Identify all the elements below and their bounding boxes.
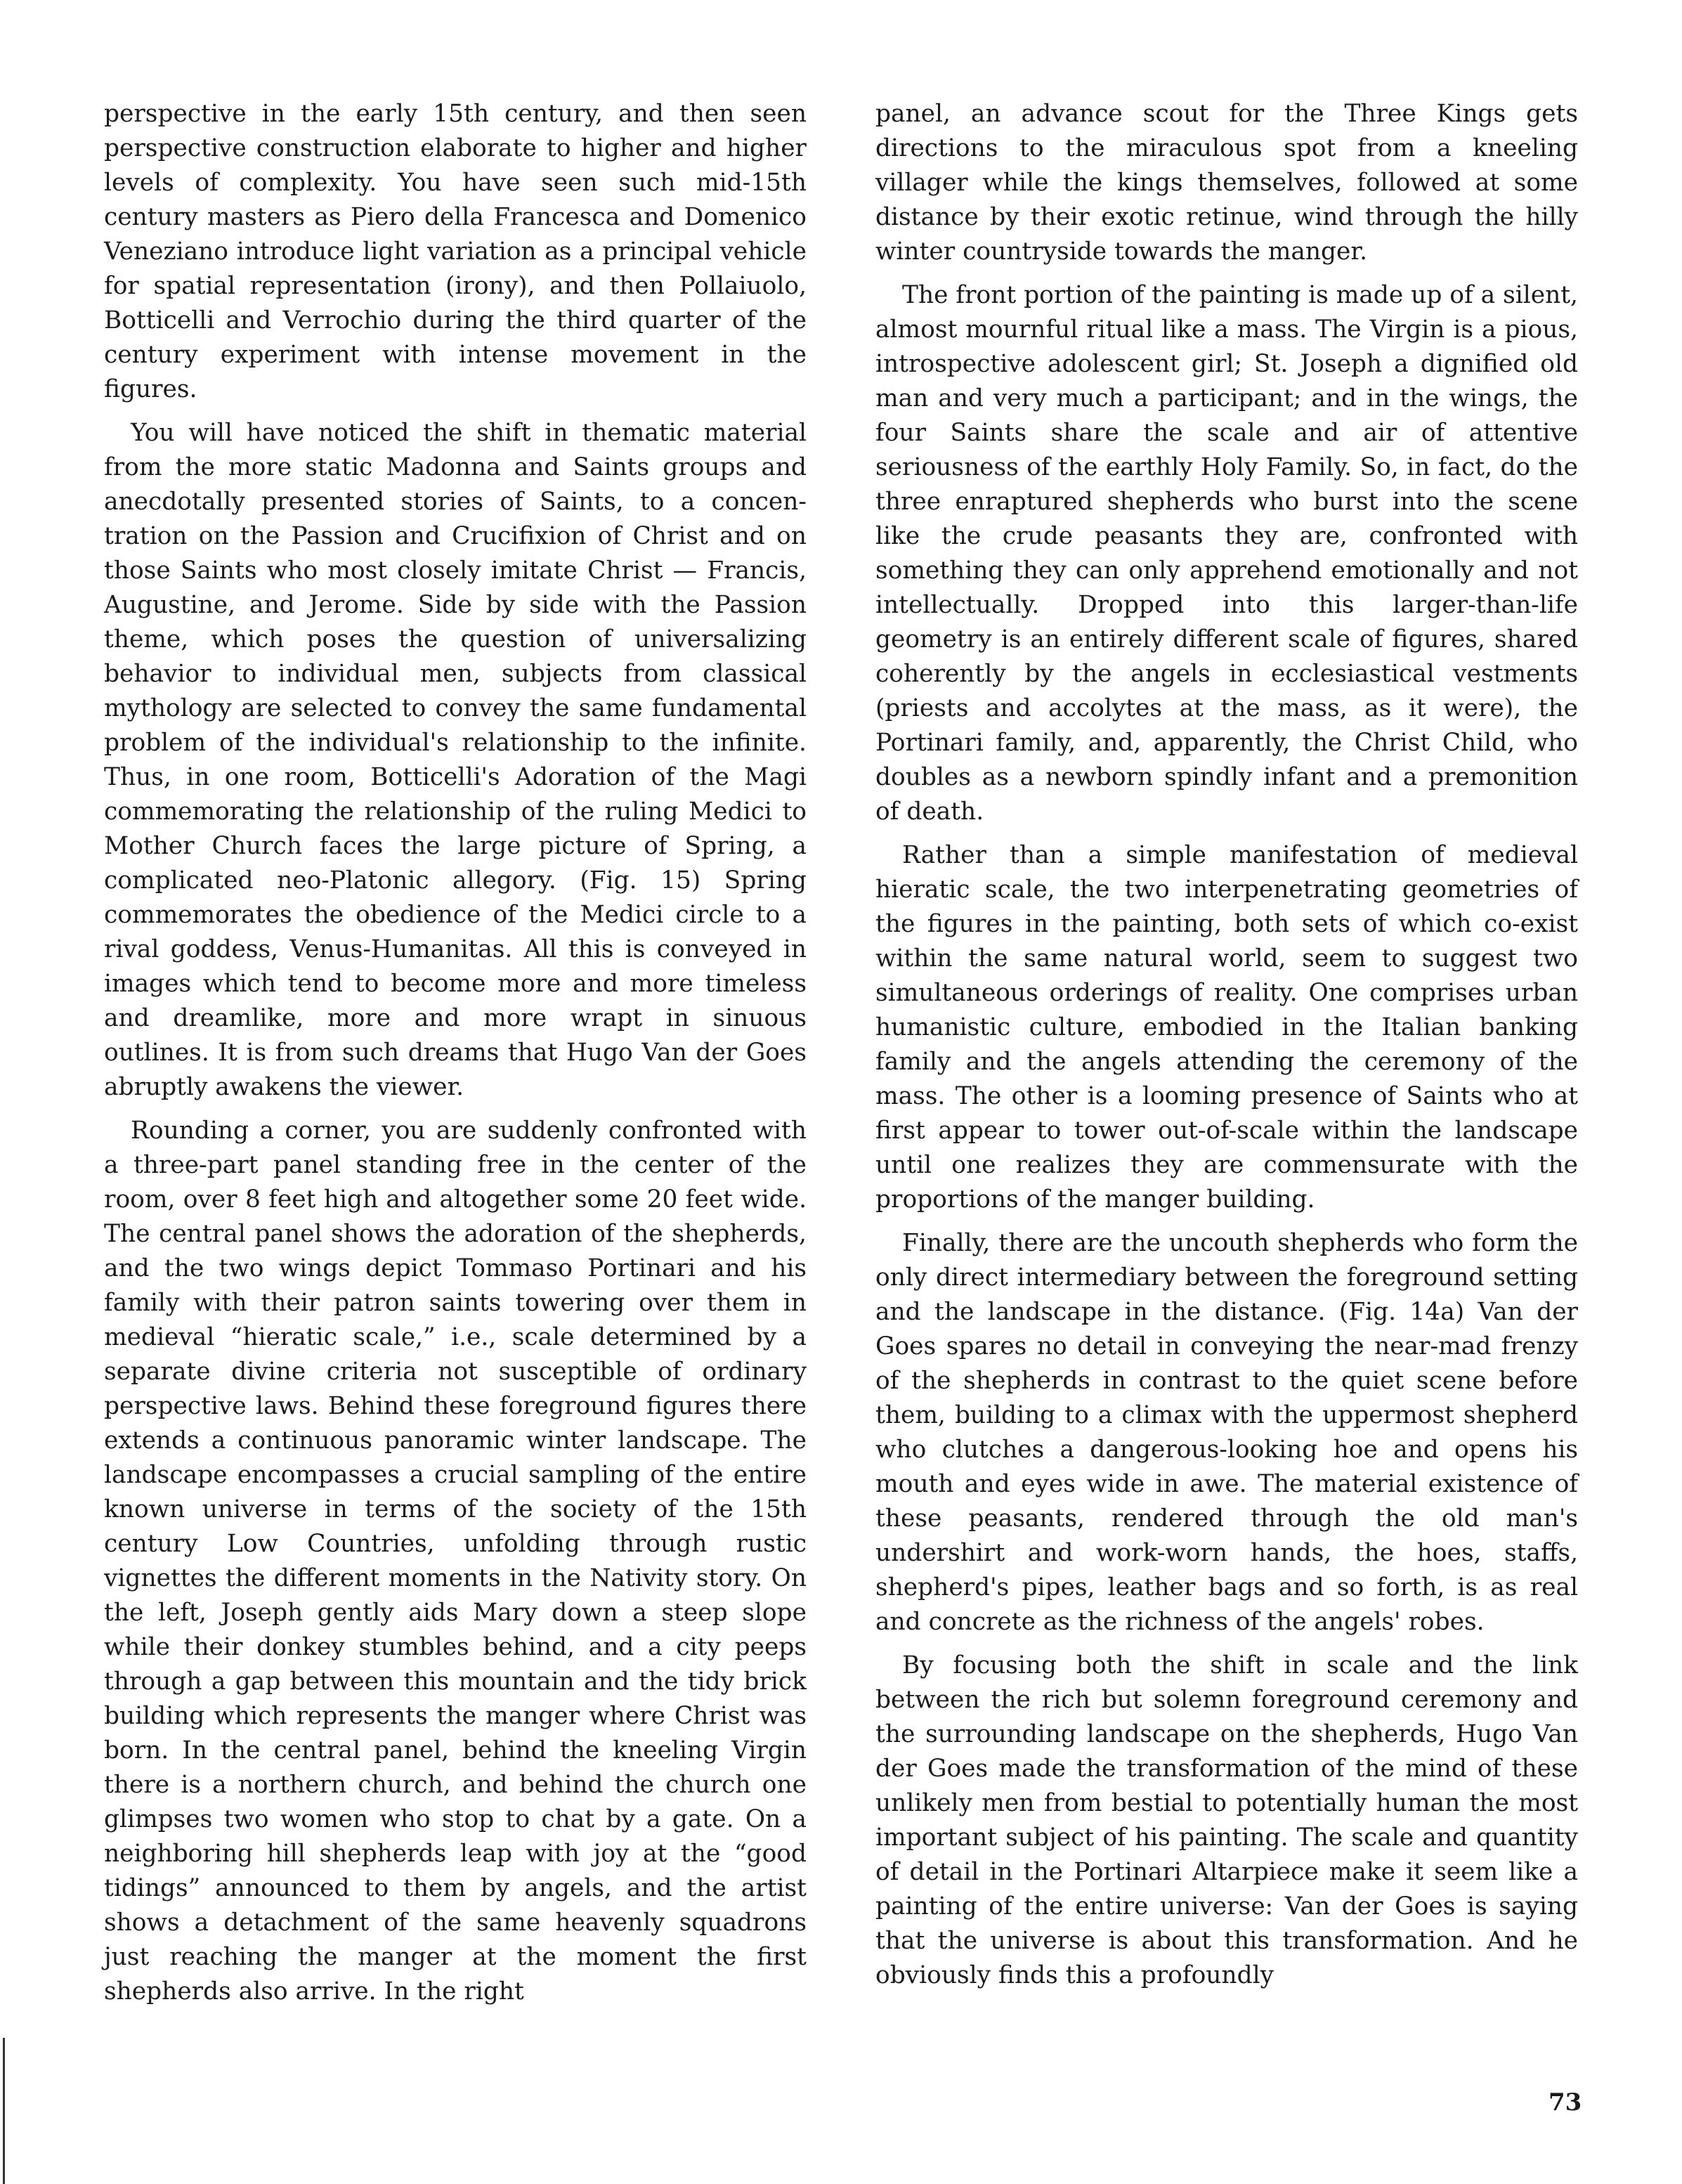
paragraph: The front portion of the painting is made up of a silent, almost mournful ritual like a mass. The Virgin is a pious, introspective adolescent girl; St. Joseph a dignified old man and very much a participant; and in the wings, the four Saints share the scale and air of attentive seriousness of the earthly Holy Family. So, in fact, do the three enraptured shepherds who burst into the scene like the crude peasants they are, confronted with something they can only apprehend emotionally and not intellectually. Dropped into this larger-than-life geometry is an entirely different scale of figures, shared coherently by the angels in ecclesiastical vestments (priests and accolytes at the mass, as it were), the Portinari family, and, apparently, the Christ Child, who doubles as a newborn spindly infant and a premonition of death. bbox=[875, 281, 1578, 826]
page-number: 73 bbox=[1549, 2088, 1582, 2117]
paragraph: By focusing both the shift in scale and the link between the rich but solemn foreground ceremony and the surrounding landscape on the shepherds, Hugo Van der Goes made the transformation of the mind of these unlikely men from bestial to potentially human the most important subject of his painting. The scale and quantity of detail in the Portinari Altarpiece make it seem like a painting of the entire universe: Van der Goes is saying that the universe is about this transformation. And he obviously finds this a profoundly bbox=[875, 1651, 1578, 1989]
scan-edge-line bbox=[3, 2038, 5, 2184]
paragraph: Rounding a corner, you are suddenly confronted with a three-part panel standing free in the center of the room, over 8 feet high and altogether some 20 feet wide. The central panel shows the adoration of the shepherds, and the two wings depict Tommaso Portinari and his family with their patron saints towering over them in medieval “hieratic scale,” i.e., scale determined by a separate divine criteria not susceptible of ordinary perspective laws. Behind these foreground figures there extends a continuous panoramic winter landscape. The landscape encompasses a crucial sampling of the entire known universe in terms of the society of the 15th century Low Countries, unfolding through rustic vignettes the different moments in the Nativity story. On the left, Joseph gently aids Mary down a steep slope while their donkey stumbles behind, and a city peeps through a gap between this mountain and the tidy brick building which represents the manger where Christ was born. In the central panel, behind the kneeling Virgin there is a northern church, and behind the church one glimpses two women who stop to chat by a gate. On a neighboring hill shepherds leap with joy at the “good tidings” announced to them by angels, and the artist shows a detachment of the same heavenly squadrons just reaching the manger at the moment the first shepherds also arrive. In the right bbox=[104, 1117, 807, 2006]
right-column bbox=[875, 97, 1578, 2002]
paragraph: panel, an advance scout for the Three Kings gets directions to the miraculous spot from a kneeling villager while the kings themselves, followed at some distance by their exotic retinue, wind through the hilly winter countryside towards the manger. bbox=[875, 100, 1578, 266]
paragraph: Rather than a simple manifestation of medieval hieratic scale, the two interpenetrating geometries of the figures in the painting, both sets of which co-exist within the same natural world, seem to suggest two simultaneous orderings of reality. One comprises urban humanistic culture, embodied in the Italian banking family and the angels attending the ceremony of the mass. The other is a looming presence of Saints who at first appear to tower out-of-scale within the landscape until one realizes they are commensurate with the proportions of the manger building. bbox=[875, 841, 1578, 1214]
paragraph: Finally, there are the uncouth shepherds who form the only direct intermediary between the foreground setting and the landscape in the distance. (Fig. 14a) Van der Goes spares no detail in conveying the near-mad frenzy of the shepherds in contrast to the quiet scene before them, building to a climax with the uppermost shepherd who clutches a dangerous-looking hoe and opens his mouth and eyes wide in awe. The material existence of these peasants, rendered through the old man's undershirt and work-worn hands, the hoes, staffs, shepherd's pipes, leather bags and so forth, is as real and concrete as the richness of the angels' robes. bbox=[875, 1229, 1578, 1636]
paragraph: You will have noticed the shift in thematic material from the more static Madonna and Saints groups and anecdotally presented stories of Saints, to a concentration on the Passion and Crucifixion of Christ and on those Saints who most closely imitate Christ — Francis, Augustine, and Jerome. Side by side with the Passion theme, which poses the question of universalizing behavior to individual men, subjects from classical mythology are selected to convey the same fundamental problem of the individual's relationship to the infinite. Thus, in one room, Botticelli's Adoration of the Magi commemorating the relationship of the ruling Medici to Mother Church faces the large picture of Spring, a complicated neo-Platonic allegory. (Fig. 15) Spring commemorates the obedience of the Medici circle to a rival goddess, Venus-Humanitas. All this is conveyed in images which tend to become more and more timeless and dreamlike, more and more wrapt in sinuous outlines. It is from such dreams that Hugo Van der Goes abruptly awakens the viewer. bbox=[104, 419, 807, 1101]
paragraph: perspective in the early 15th century, and then seen perspective construction elaborate to higher and higher levels of complexity. You have seen such mid-15th century masters as Piero della Francesca and Domenico Veneziano introduce light variation as a principal vehicle for spatial representation (irony), and then Pollaiuolo, Botticelli and Verrochio during the third quarter of the century experiment with intense movement in the figures. bbox=[104, 100, 807, 403]
left-column bbox=[104, 97, 807, 2018]
